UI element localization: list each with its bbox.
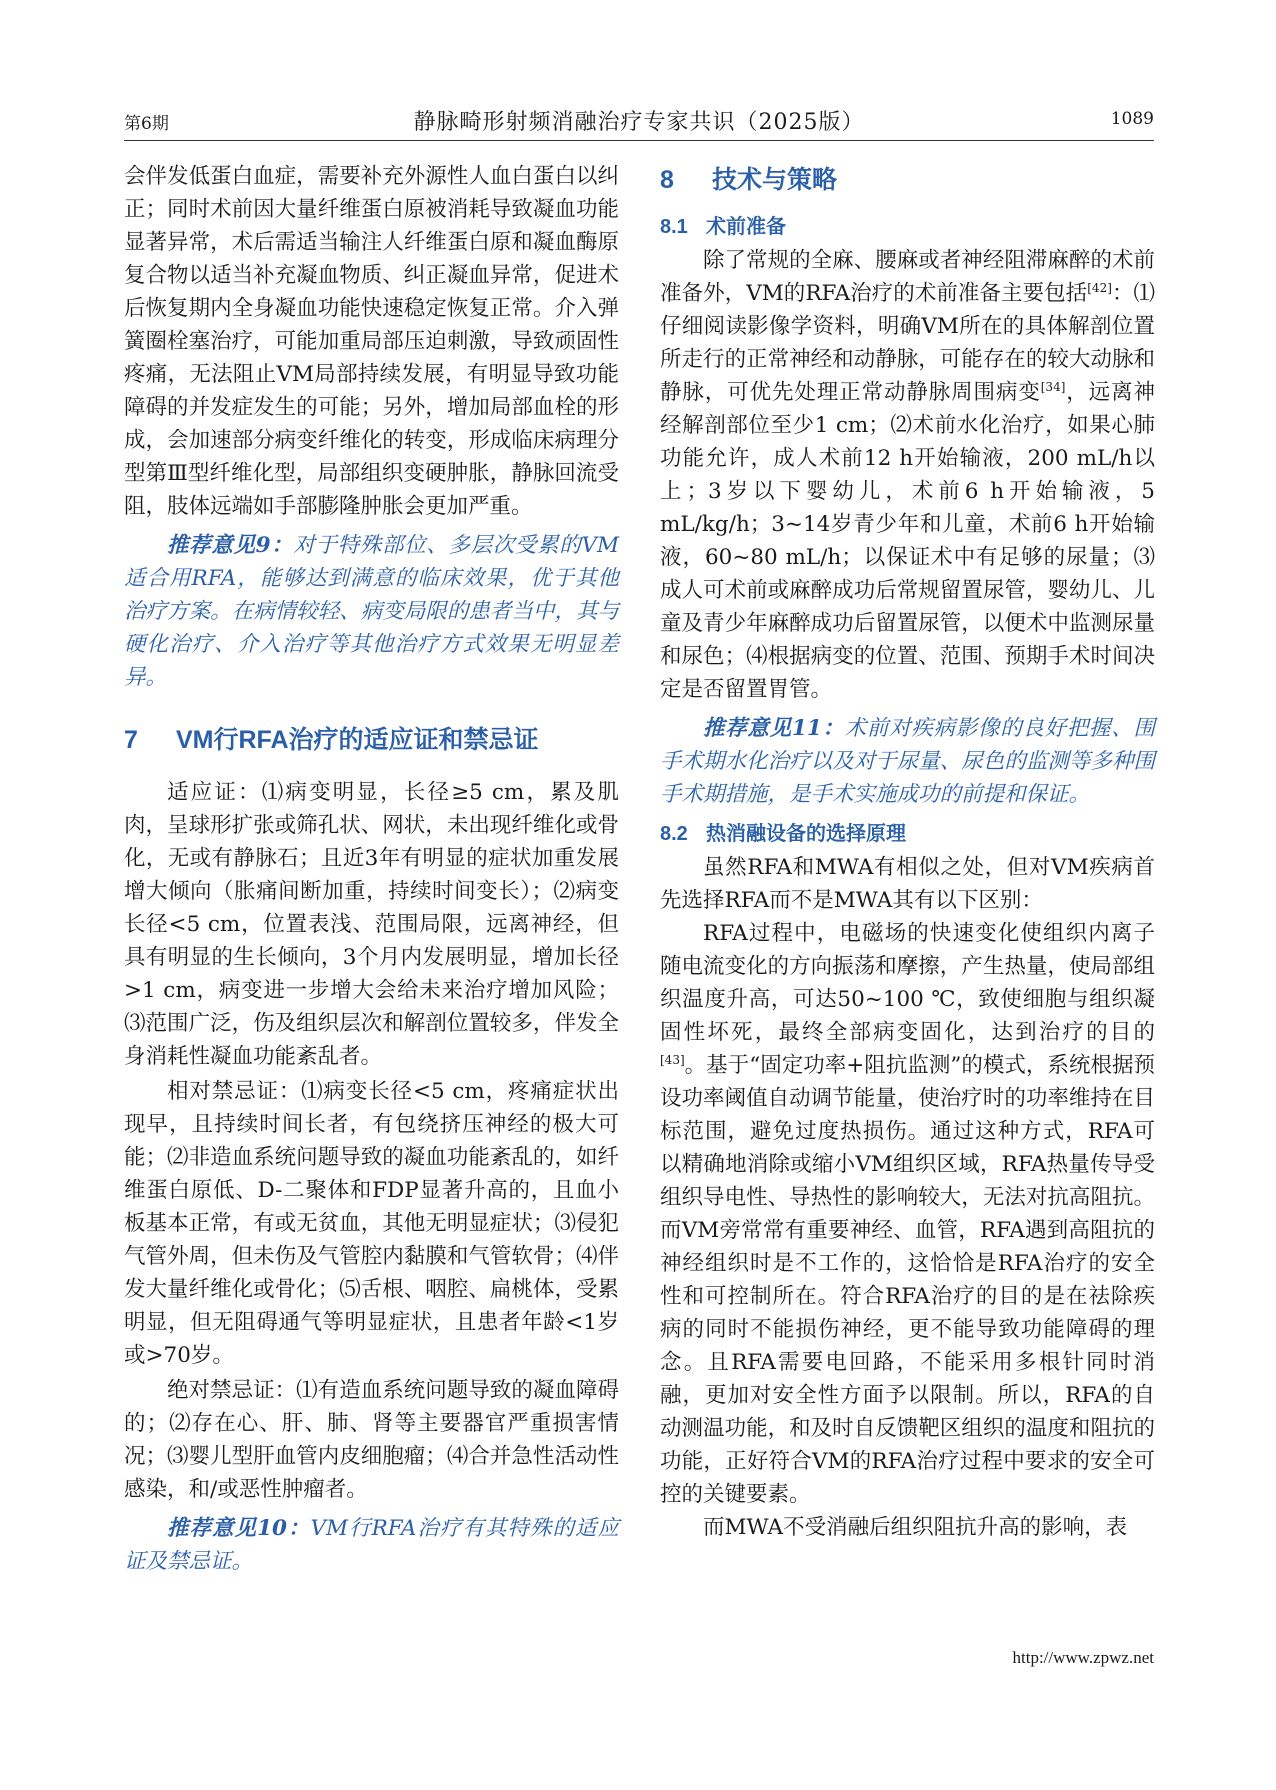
text-run: 除了常规的全麻、腰麻或者神经阻滞麻醉的术前准备外，VM的RFA治疗的术前准备主要包括	[660, 248, 1155, 306]
paragraph-absolute-contraindications: 绝对禁忌证：⑴有造血系统问题导致的凝血障碍的；⑵存在心、肝、肺、肾等主要器官严重损害情况；⑶婴儿型肝血管内皮细胞瘤；⑷合并急性活动性感染，和/或恶性肿瘤者。	[124, 1378, 619, 1502]
paragraph-indications: 适应证：⑴病变明显，长径≥5 cm，累及肌肉，呈球形扩张或筛孔状、网状，未出现纤维化或骨化，无或有静脉石；且近3年有明显的症状加重发展增大倾向（胀痛间断加重，持续时间变长）；⑵病变长径<5 cm，位置表浅、范围局限，远离神经，但具有明显的生长倾向，3个月内发展明显，增加长径>1 cm，病变进一步增大会给未来治疗增加风险；⑶范围广泛，伤及组织层次和解剖位置较多，伴发全身消耗性凝血功能紊乱者。	[124, 780, 619, 1069]
recommendation-label: 推荐意见11：	[703, 716, 845, 741]
recommendation-10	[124, 1512, 619, 1578]
recommendation-text: 术前对疾病影像的良好把握、围手术期水化治疗以及对于尿量、尿色的监测等多种围手术期措施，是手术实施成功的前提和保证。	[660, 716, 1155, 807]
recommendation-label: 推荐意见10：	[167, 1516, 311, 1541]
text-run: 。基于“固定功率+阻抗监测”的模式，系统根据预设功率阈值自动调节能量，使治疗时的功率维持在目标范围，避免过度热损伤。通过这种方式，RFA可以精确地消除或缩小VM组织区域，RFA热量传导受组织导电性、导热性的影响较大，无法对抗高阻抗。而VM旁常常有重要神经、血管，RFA遇到高阻抗的神经组织时是不工作的，这恰恰是RFA治疗的安全性和可控制所在。符合RFA治疗的目的是在祛除疾病的同时不能损伤神经，更不能导致功能障碍的理念。且RFA需要电回路，不能采用多根针同时消融，更加对安全性方面予以限制。所以，RFA的自动测温功能，和及时自反馈靶区组织的温度和阻抗的功能，正好符合VM的RFA治疗过程中要求的安全可控的关键要素。	[660, 1053, 1155, 1507]
page-number: 1089	[1110, 109, 1154, 129]
issue-label: 第6期	[124, 114, 169, 134]
paragraph-rfa-vs-mwa: 虽然RFA和MWA有相似之处，但对VM疾病首先选择RFA而不是MWA其有以下区别：	[660, 855, 1155, 913]
recommendation-text: VM行RFA治疗有其特殊的适应证及禁忌证。	[124, 1516, 619, 1574]
subsection-heading-8-1	[660, 210, 1155, 244]
citation[interactable]: [43]	[660, 1052, 685, 1067]
subsection-title: 术前准备	[706, 216, 786, 238]
subsection-number: 8.2	[660, 823, 688, 845]
recommendation-11	[660, 712, 1155, 811]
paragraph-mwa: 而MWA不受消融后组织阻抗升高的影响，表	[703, 1515, 1128, 1540]
running-header	[124, 103, 1154, 137]
recommendation-text: 对于特殊部位、多层次受累的VM适合用RFA，能够达到满意的临床效果，优于其他治疗方案。在病情较轻、病变局限的患者当中，其与硬化治疗、介入治疗等其他治疗方式效果无明显差异。	[124, 533, 619, 690]
subsection-number: 8.1	[660, 216, 688, 238]
citation[interactable]: [42]	[1087, 280, 1112, 295]
left-column	[124, 160, 619, 1584]
section-number: 7	[124, 726, 138, 754]
section-number: 8	[660, 166, 674, 194]
journal-url[interactable]: http://www.zpwz.net	[1012, 1648, 1154, 1667]
citation[interactable]: [34]	[1040, 379, 1066, 394]
text-run: ：⑴仔细阅读影像学资料，明确VM所在的具体解剖位置所走行的正常神经和动静脉，可能存在的较大动脉和静脉，可优先处理正常动静脉周围病变	[660, 281, 1155, 405]
journal-running-title: 静脉畸形射频消融治疗专家共识（2025版）	[413, 110, 865, 135]
paragraph-rfa-principle	[660, 917, 1155, 1511]
right-column	[660, 160, 1155, 1544]
section-heading-7	[124, 720, 619, 760]
section-title: VM行RFA治疗的适应证和禁忌证	[176, 726, 539, 754]
subsection-title: 热消融设备的选择原理	[706, 823, 906, 845]
text-run: ，远离神经解剖部位至少1 cm；⑵术前水化治疗，如果心肺功能允许，成人术前12 h开始输液，200 mL/h以上；3岁以下婴幼儿，术前6 h开始输液，5 mL/kg/h；3~14岁青少年和儿童，术前6 h开始输液，60~80 mL/h；以保证术中有足够的尿量；⑶成人可术前或麻醉成功后常规留置尿管，婴幼儿、儿童及青少年麻醉成功后留置尿管，以便术中监测尿量和尿色；⑷根据病变的位置、范围、预期手术时间决定是否留置胃管。	[660, 380, 1155, 702]
paragraph-continuation: 会伴发低蛋白血症，需要补充外源性人血白蛋白以纠正；同时术前因大量纤维蛋白原被消耗导致凝血功能显著异常，术后需适当输注人纤维蛋白原和凝血酶原复合物以适当补充凝血物质、纠正凝血异常，促进术后恢复期内全身凝血功能快速稳定恢复正常。介入弹簧圈栓塞治疗，可能加重局部压迫刺激，导致顽固性疼痛，无法阻止VM局部持续发展，有明显导致功能障碍的并发症发生的可能；另外，增加局部血栓的形成，会加速部分病变纤维化的转变，形成临床病理分型第Ⅲ型纤维化型，局部组织变硬肿胀，静脉回流受阻，肢体远端如手部膨隆肿胀会更加严重。	[124, 164, 619, 519]
subsection-heading-8-2	[660, 817, 1155, 851]
text-run: RFA过程中，电磁场的快速变化使组织内离子随电流变化的方向振荡和摩擦，产生热量，使局部组织温度升高，可达50~100 ℃，致使细胞与组织凝固性坏死，最终全部病变固化，达到治疗的目的	[660, 921, 1155, 1045]
section-heading-8	[660, 160, 1155, 200]
recommendation-9	[124, 529, 619, 694]
paragraph-preoperative	[660, 244, 1155, 706]
section-title: 技术与策略	[712, 166, 838, 194]
paragraph-relative-contraindications: 相对禁忌证：⑴病变长径<5 cm，疼痛症状出现早，且持续时间长者，有包绕挤压神经的极大可能；⑵非造血系统问题导致的凝血功能紊乱的，如纤维蛋白原低、D-二聚体和FDP显著升高的，且血小板基本正常，有或无贫血，其他无明显症状；⑶侵犯气管外周，但未伤及气管腔内黏膜和气管软骨；⑷伴发大量纤维化或骨化；⑸舌根、咽腔、扁桃体，受累明显，但无阻碍通气等明显症状，且患者年龄<1岁或>70岁。	[124, 1079, 619, 1368]
header-rule	[124, 140, 1154, 141]
recommendation-label: 推荐意见9：	[167, 533, 294, 558]
